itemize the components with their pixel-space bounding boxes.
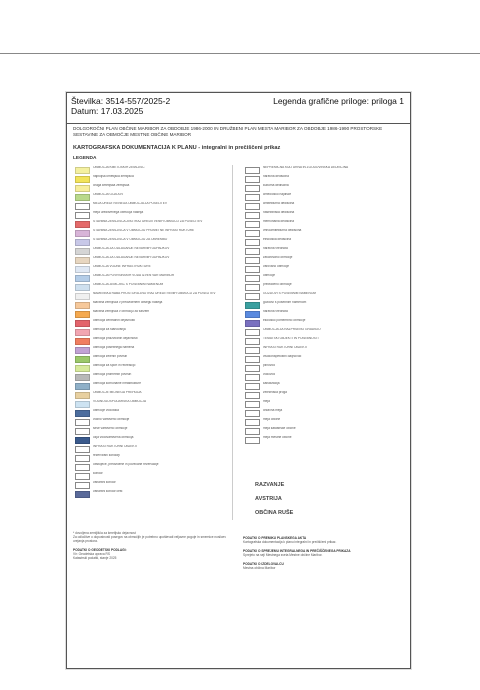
legend-right-label: etnološka dediščina (263, 238, 291, 241)
legend-right-swatch (245, 347, 260, 354)
label-obcina-ruse: OBČINA RUŠE (255, 510, 294, 516)
legend-left-item (71, 390, 236, 399)
legend-left-swatch (75, 365, 90, 372)
legend-right-label: vodovod (263, 373, 276, 376)
legend-left-swatch (75, 167, 90, 174)
legend-left-swatch (75, 194, 90, 201)
legend-left-item (71, 399, 236, 408)
legend-right-item (241, 390, 406, 399)
legend-left-item (71, 471, 236, 480)
legend-left-swatch (75, 302, 90, 309)
legend-right-item (241, 336, 406, 345)
legend-left-label: območja centralnih dejavnosti (93, 319, 135, 322)
note-plan-text: Kartografska dokumentacija k planu integralni in prečiščeni prikaz. (243, 540, 337, 544)
legend-left-item (71, 426, 236, 435)
legend-left-label: OBMOČJA GOZDOV (93, 193, 124, 196)
legend-left-swatch (75, 446, 90, 453)
legend-left-label: STAVBNA ZEMLJIŠČA ZNOTRAJ UREDITVENIH OBMOČIJ ZA POSELITEV (93, 220, 203, 223)
legend-right-item (241, 255, 406, 264)
legend-right-item (241, 219, 406, 228)
legend-left-label: OBMOČJA KMETIJSKIH ZEMLJIŠČ (93, 166, 145, 169)
legend-left-swatch (75, 221, 90, 228)
legend-left-item (71, 309, 236, 318)
legend-right-item (241, 417, 406, 426)
legend-left-label: OBMOČJA VODNE INFRASTRUKTURE (93, 265, 151, 268)
legend-right-item (241, 273, 406, 282)
legend-left-label: območja za stanovanja (93, 328, 126, 331)
top-divider (0, 53, 480, 54)
column-divider (232, 165, 233, 520)
legend-right-swatch (245, 185, 260, 192)
legend-left-item (71, 336, 236, 345)
legend-right-label: GOZDOVI S POSEBNIM NAMENOM (263, 292, 316, 295)
legend-right-item (241, 300, 406, 309)
legend-left-swatch (75, 455, 90, 462)
legend-left-swatch (75, 212, 90, 219)
legend-left-swatch (75, 473, 90, 480)
note-plan-heading: PODATKI O PREMIKU PLANSKEGA AKTA (243, 536, 307, 540)
legend-right-swatch (245, 203, 260, 210)
legend-left-label: območje vodotoka (93, 409, 119, 412)
legend-right-item (241, 246, 406, 255)
legend-left-swatch (75, 347, 90, 354)
legend-left-item (71, 489, 236, 498)
legend-left-label: širše varstveno območje (93, 427, 128, 430)
legend-left-swatch (75, 185, 90, 192)
legend-left-label: variantni koridor (93, 481, 116, 484)
legend-left-item (71, 282, 236, 291)
legend-right-label: območje (263, 274, 276, 277)
label-razvanje: RAZVANJE (255, 482, 285, 488)
legend-left-label: območja komunalne infrastrukture (93, 382, 142, 385)
legend-sheet (66, 92, 411, 669)
legend-left-item (71, 273, 236, 282)
legend-left-item (71, 327, 236, 336)
legend-left-label: stavbna zemljišča v predvidenem obsegu naselja (93, 301, 163, 304)
legend-right-swatch (245, 275, 260, 282)
legend-left-label: najboljša kmetijska zemljišča (93, 175, 134, 178)
document-number: Številka: 3514-557/2025-2 (71, 96, 171, 106)
legend-right-swatch (245, 428, 260, 435)
legend-left-item (71, 444, 236, 453)
legend-right-swatch (245, 194, 260, 201)
note-adoption-text: Sprejeto na seji Mestnega sveta Mestne občine Maribor. (243, 553, 323, 557)
legend-right-label: memorialna dediščina (263, 220, 295, 223)
legend-left-label: VODNOGOSPODARSKA OBMOČJA (93, 400, 146, 403)
legend-right-label: naselbinska dediščina (263, 211, 295, 214)
legend-left-label: STAVBNA ZEMLJIŠČA V OBMOČJU ZA OBREMBO (93, 238, 168, 241)
legend-left-swatch (75, 257, 90, 264)
note-geodetic-heading: PODATKI O GEODETSKI PODLAGI: (73, 548, 127, 552)
legend-left-item (71, 192, 236, 201)
legend-right-item (241, 345, 406, 354)
legend-right-swatch (245, 383, 260, 390)
legend-right-swatch (245, 239, 260, 246)
header-left (71, 96, 170, 116)
legend-right-item (241, 372, 406, 381)
legend-left-item (71, 219, 236, 228)
note-author-text: Mestna občina Maribor (243, 566, 276, 570)
legend-right-swatch (245, 266, 260, 273)
legend-left-swatch (75, 248, 90, 255)
legend-right-swatch (245, 212, 260, 219)
plan-title: DOLGOROČNI PLAN OBČINE MARIBOR ZA OBDOBJE 1986-2000 IN DRUŽBENI PLAN MESTA MARIBOR ZA OBDOBJE 1986-1990 PROSTORSKE SESTAVINE ZA OBMOČJE MESTNE OBČINE MARIBOR (73, 126, 383, 137)
legend-right-item (241, 264, 406, 273)
legend-left-label: OBMOČJE MEJNEGA PREHODA (93, 391, 142, 394)
legend-left-item (71, 408, 236, 417)
legend-right-swatch (245, 293, 260, 300)
note-1: * dovoljena zemljišča za kmetijsko dejavnost (73, 531, 136, 535)
legend-left-swatch (75, 284, 90, 291)
legend-right-label: vrtnoarhitekturna dediščina (263, 229, 302, 232)
legend-left-item (71, 417, 236, 426)
legend-right-label: INFRASTRUKTURNI OBJEKTI (263, 346, 308, 349)
legend-left-label: INFRASTRUKTURNI OBJEKTI (93, 445, 138, 448)
legend-right-item (241, 192, 406, 201)
legend-right-column (241, 165, 406, 444)
legend-left-label: vodno varstveno območje (93, 418, 130, 421)
header-title: Legenda grafične priloge: priloga 1 (273, 96, 404, 106)
legend-right-item (241, 399, 406, 408)
legend-left-swatch (75, 311, 90, 318)
legend-right-label: NEPREMIČNA KULTURNA IN ZGODOVINSKA DEDIŠČINA (263, 166, 349, 169)
legend-left-swatch (75, 383, 90, 390)
legend-left-swatch (75, 374, 90, 381)
legend-right-item (241, 201, 406, 210)
legend-left-item (71, 435, 236, 444)
legend-right-label: TEMATSKI OBJEKTI IN POSEBNOSTI (263, 337, 319, 340)
legend-left-item (71, 462, 236, 471)
legend-right-label: plinovod (263, 364, 275, 367)
legend-left-item (71, 255, 236, 264)
note-geodetic-1: Vir: Geodetska uprava RS (73, 552, 110, 556)
legend-right-label: ekološko pomembno območje (263, 319, 306, 322)
legend-left-swatch (75, 392, 90, 399)
legend-right-swatch (245, 329, 260, 336)
legend-right-label: naravna vrednota (263, 310, 288, 313)
legend-left-item (71, 480, 236, 489)
legend-right-label: OBMOČJA ZA RAZPRŠENO GRADNJO (263, 328, 321, 331)
legend-left-label: NAMENSKA RABA PROSTORA ZNOTRAJ UREDITVENIH OBMOČIJ ZA POSELITEV (93, 292, 216, 295)
legend-right-item (241, 327, 406, 336)
notes-left (73, 531, 233, 560)
legend-right-swatch (245, 248, 260, 255)
legend-right-swatch (245, 374, 260, 381)
note-2: Za odločitve o dopustnosti posegov na območjih je potrebno upoštevati veljavne pogoje in smernice nosilcev urejanja prostora. (73, 535, 226, 543)
legend-left-label: OBMOČJA ZEMLJIŠČ S POSEBNIM NAMENOM (93, 283, 164, 286)
legend-right-swatch (245, 320, 260, 327)
legend-right-item (241, 228, 406, 237)
legend-right-label: državna meja (263, 409, 283, 412)
legend-heading: LEGENDA (73, 156, 97, 161)
legend-left-item (71, 264, 236, 273)
legend-left-swatch (75, 482, 90, 489)
note-geodetic-2: Katastrski podatki, stanje 2025 (73, 556, 117, 560)
legend-left-label: območja proizvodnih dejavnosti (93, 337, 138, 340)
legend-left-label: OBMOČJA ZA ODLAGANJE NEVARNIH ODPADKOV (93, 247, 170, 250)
legend-left-label: stavbna zemljišča v območju za turizem (93, 310, 150, 313)
label-avstrija: AVSTRIJA (255, 496, 282, 502)
legend-right-swatch (245, 356, 260, 363)
legend-left-label: območja prometnih površin (93, 373, 132, 376)
legend-left-item (71, 165, 236, 174)
legend-left-label: meja ureditvenega območja naselja (93, 211, 144, 214)
legend-right-item (241, 435, 406, 444)
legend-left-swatch (75, 176, 90, 183)
legend-right-label: arhitekturna dediščina (263, 202, 295, 205)
legend-left-label: koridor (93, 472, 103, 475)
legend-left-label: območja za šport in rekreacijo (93, 364, 136, 367)
note-author-heading: PODATKI O IZDELOVALCU (243, 562, 284, 566)
legend-left-label: MEJA UREDITVENEGA OBMOČJA ZA POSELITEV (93, 202, 168, 205)
legend-left-label: variantni koridor cest (93, 490, 123, 493)
legend-left-item (71, 354, 236, 363)
legend-right-item (241, 354, 406, 363)
legend-left-label: obstoječe, predvidene in povečane rezervacije (93, 463, 159, 466)
cartographic-title: KARTOGRAFSKA DOKUMENTACIJA K PLANU - integralni in prečiščeni prikaz (73, 145, 281, 151)
legend-right-item (241, 426, 406, 435)
legend-right-label: zavarovano območje (263, 256, 293, 259)
legend-left-swatch (75, 491, 90, 498)
legend-left-label: OBMOČJA POVRŠINSKIH VODA IZVEN VAR MARIBOR (93, 274, 175, 277)
legend-right-label: meja mestne občine (263, 436, 292, 439)
legend-left-swatch (75, 239, 90, 246)
legend-left-swatch (75, 410, 90, 417)
legend-left-label: druga kmetijska zemljišča (93, 184, 130, 187)
legend-left-swatch (75, 203, 90, 210)
legend-right-swatch (245, 365, 260, 372)
legend-left-item (71, 363, 236, 372)
legend-right-swatch (245, 284, 260, 291)
legend-left-swatch (75, 464, 90, 471)
legend-right-item (241, 318, 406, 327)
legend-right-label: meja (263, 400, 270, 403)
legend-left-item (71, 345, 236, 354)
legend-left-column (71, 165, 236, 498)
legend-right-swatch (245, 392, 260, 399)
legend-left-swatch (75, 329, 90, 336)
legend-left-swatch (75, 401, 90, 408)
legend-right-swatch (245, 311, 260, 318)
legend-right-item (241, 183, 406, 192)
legend-right-label: naravna vrednota (263, 247, 288, 250)
legend-left-label: rezervirani koridorji (93, 454, 120, 457)
legend-right-item (241, 282, 406, 291)
legend-right-label: železniška proga (263, 391, 287, 394)
legend-right-item (241, 165, 406, 174)
legend-right-swatch (245, 338, 260, 345)
legend-left-item (71, 291, 236, 300)
legend-left-swatch (75, 293, 90, 300)
legend-left-item (71, 237, 236, 246)
legend-right-label: arheološko najdišče (263, 193, 292, 196)
legend-left-swatch (75, 356, 90, 363)
legend-right-swatch (245, 410, 260, 417)
legend-right-label: meja občine (263, 418, 281, 421)
legend-left-item (71, 228, 236, 237)
legend-left-item (71, 372, 236, 381)
legend-left-label: STAVBNA ZEMLJIŠČA V OBMOČJU PROMETNE INFRASTRUKTURE (93, 229, 195, 232)
legend-left-swatch (75, 275, 90, 282)
sheet-header (67, 93, 410, 124)
legend-left-swatch (75, 320, 90, 327)
legend-right-item (241, 363, 406, 372)
legend-left-swatch (75, 338, 90, 345)
legend-right-swatch (245, 230, 260, 237)
legend-right-label: kulturna dediščina (263, 184, 289, 187)
legend-left-item (71, 210, 236, 219)
legend-right-swatch (245, 167, 260, 174)
legend-right-item (241, 174, 406, 183)
legend-right-label: meja katastrske občine (263, 427, 296, 430)
legend-right-label: visokonapetostni daljnovod (263, 355, 302, 358)
legend-left-swatch (75, 419, 90, 426)
legend-right-item (241, 381, 406, 390)
legend-left-swatch (75, 230, 90, 237)
legend-right-item (241, 309, 406, 318)
legend-right-swatch (245, 419, 260, 426)
legend-right-label: naravna dediščina (263, 175, 289, 178)
legend-right-label: kanalizacija (263, 382, 280, 385)
legend-right-swatch (245, 221, 260, 228)
legend-left-item (71, 174, 236, 183)
legend-left-item (71, 318, 236, 327)
legend-right-swatch (245, 176, 260, 183)
note-adoption-heading: PODATKI O SPREJEMU INTEGRALNEGA IN PREČIŠČENEGA PRIKAZA (243, 549, 351, 553)
legend-left-item (71, 183, 236, 192)
legend-left-item (71, 246, 236, 255)
legend-left-label: območja zelenih površin (93, 355, 128, 358)
legend-left-label: OBMOČJA ZA ODLAGANJE NEVARNIH ODPADKOV (93, 256, 170, 259)
legend-left-item (71, 201, 236, 210)
legend-left-label: območja posebnega namena (93, 346, 135, 349)
legend-left-item (71, 381, 236, 390)
legend-right-label: predvideno območje (263, 283, 292, 286)
document-date: Datum: 17.03.2025 (71, 106, 144, 116)
legend-right-swatch (245, 437, 260, 444)
legend-right-item (241, 291, 406, 300)
legend-right-item (241, 408, 406, 417)
legend-left-label: ožja vodovarstvena območja (93, 436, 134, 439)
legend-left-item (71, 453, 236, 462)
legend-right-swatch (245, 257, 260, 264)
legend-right-label: gozdovi s posebnim namenom (263, 301, 307, 304)
legend-right-swatch (245, 401, 260, 408)
legend-left-swatch (75, 266, 90, 273)
legend-left-swatch (75, 437, 90, 444)
notes-right (243, 531, 403, 570)
legend-right-item (241, 237, 406, 246)
legend-right-label: varovano območje (263, 265, 290, 268)
legend-right-swatch (245, 302, 260, 309)
legend-left-item (71, 300, 236, 309)
legend-left-swatch (75, 428, 90, 435)
legend-right-item (241, 210, 406, 219)
